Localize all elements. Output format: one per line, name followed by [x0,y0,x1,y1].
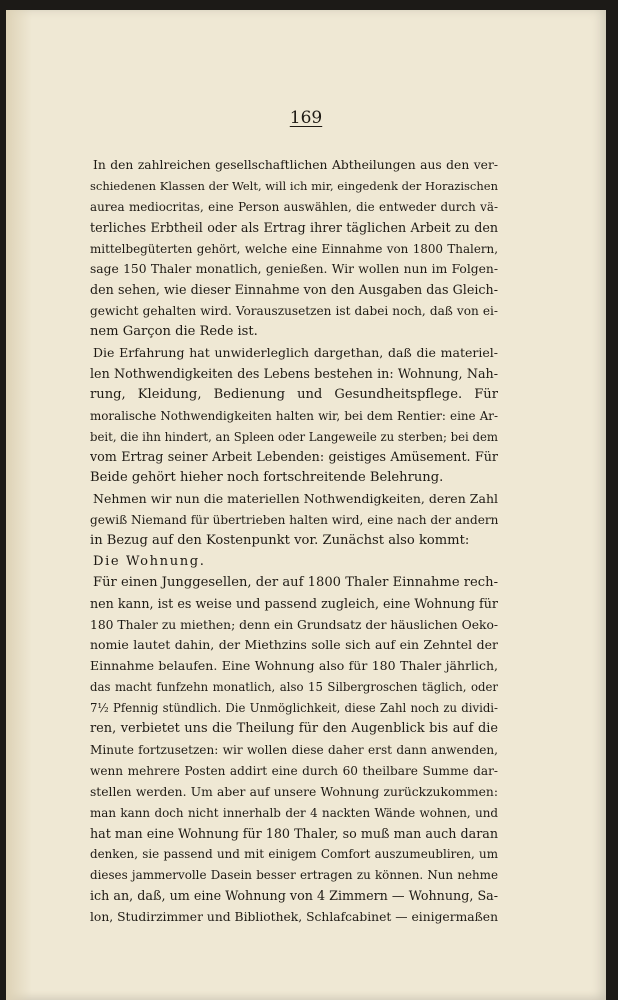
page-number: 169 [289,108,323,128]
text-line: moralische Nothwendigkeiten halten wir, bei dem Rentier: eine Ar- [90,408,498,423]
text-line: wenn mehrere Posten addirt eine durch 60 theilbare Summe dar- [90,763,498,778]
text-line: lon, Studirzimmer und Bibliothek, Schlafcabinet — einigermaßen [90,910,498,925]
text-line: Die Erfahrung hat unwiderleglich dargethan, daß die materiel- [93,345,498,361]
text-line: denken, sie passend und mit einigem Comfort auszumeubliren, um [90,847,498,862]
text-line: mittelbegüterten gehört, welche eine Einnahme von 1800 Thalern, [90,241,498,256]
text-line: nen kann, ist es weise und passend zugleich, eine Wohnung für [90,595,498,611]
text-line: gewiß Niemand für übertrieben halten wird, eine nach der andern [90,513,498,528]
text-line: vom Ertrag seiner Arbeit Lebenden: geistiges Amüsement. Für [90,449,498,465]
text-line: Nehmen wir nun die materiellen Nothwendigkeiten, deren Zahl [93,491,498,507]
text-line: Einnahme belaufen. Eine Wohnung also für 180 Thaler jährlich, [90,658,498,674]
text-line: 180 Thaler zu miethen; denn ein Grundsatz der häuslichen Oeko- [90,617,498,632]
text-line: Für einen Junggesellen, der auf 1800 Thaler Einnahme rech- [93,574,498,590]
text-line: ich an, daß, um eine Wohnung von 4 Zimmern — Wohnung, Sa- [90,888,498,904]
text-line: aurea mediocritas, eine Person auswählen, die entweder durch vä- [90,199,498,214]
text-line: nem Garçon die Rede ist. [90,324,258,340]
text-line: gewicht gehalten wird. Vorauszusetzen ist dabei noch, daß von ei- [90,304,498,319]
text-line: stellen werden. Um aber auf unsere Wohnung zurückzukommen: [90,784,498,799]
book-page [6,10,606,1000]
text-line: terliches Erbtheil oder als Ertrag ihrer täglichen Arbeit zu den [90,219,498,235]
text-line: in Bezug auf den Kostenpunkt vor. Zunächst also kommt: [90,533,470,549]
text-line: man kann doch nicht innerhalb der 4 nackten Wände wohnen, und [90,805,498,820]
text-line: beit, die ihn hindert, an Spleen oder Langeweile zu sterben; bei dem [90,429,498,444]
text-line: Die Wohnung. [93,553,206,569]
page-fold-shadow [6,10,32,1000]
text-line: schiedenen Klassen der Welt, will ich mir, eingedenk der Horazischen [90,178,498,193]
text-line: dieses jammervolle Dasein besser ertragen zu können. Nun nehme [90,868,498,883]
text-line: das macht funfzehn monatlich, also 15 Silbergroschen täglich, oder [90,680,498,695]
text-line: ren, verbietet uns die Theilung für den Augenblick bis auf die [90,721,498,737]
text-line: nomie lautet dahin, der Miethzins solle sich auf ein Zehntel der [90,637,498,653]
text-line: den sehen, wie dieser Einnahme von den Ausgaben das Gleich- [90,282,498,298]
text-line: rung, Kleidung, Bedienung und Gesundheitspflege. Für [90,386,498,402]
body-text [90,155,498,928]
text-line: In den zahlreichen gesellschaftlichen Abtheilungen aus den ver- [93,158,498,172]
text-line: Beide gehört hieher noch fortschreitende Belehrung. [90,470,444,486]
text-line: hat man eine Wohnung für 180 Thaler, so muß man auch daran [90,825,498,841]
text-line: Minute fortzusetzen: wir wollen diese daher erst dann anwenden, [90,742,498,757]
text-line: sage 150 Thaler monatlich, genießen. Wir wollen nun im Folgen- [90,262,498,277]
text-line: 7½ Pfennig stündlich. Die Unmöglichkeit, diese Zahl noch zu dividi- [90,701,498,716]
text-line: len Nothwendigkeiten des Lebens bestehen in: Wohnung, Nah- [90,365,498,381]
